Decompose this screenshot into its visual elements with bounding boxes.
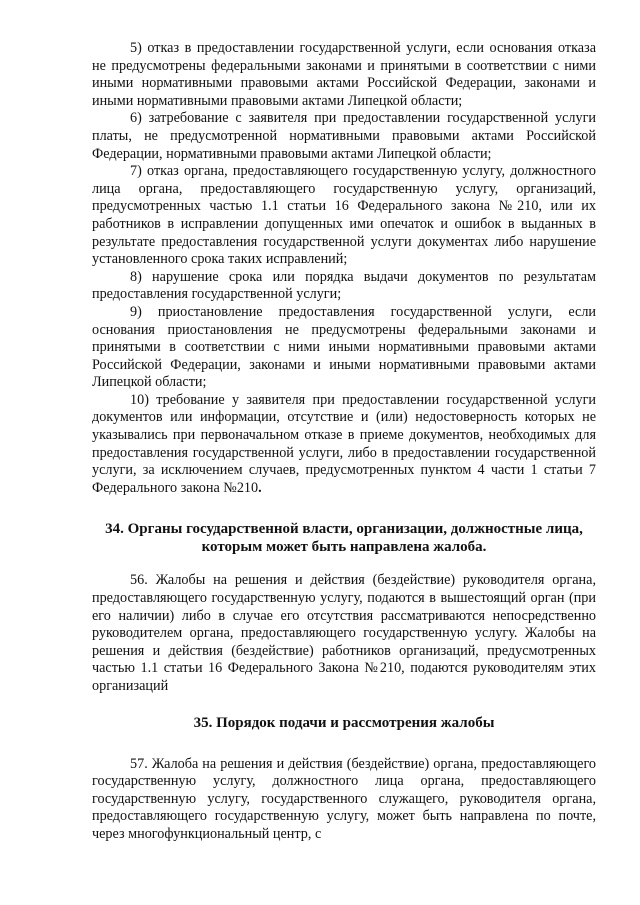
list-item-10 (92, 392, 596, 498)
document-page (92, 40, 596, 844)
section-34-heading (92, 520, 596, 556)
list-item-8: 8) нарушение срока или порядка выдачи документов по результатам предоставления государственной услуги; (92, 268, 596, 303)
section-34-heading-line1: 34. Органы государственной власти, организации, должностные лица, (105, 521, 583, 538)
section-34-heading-line2: которым может быть направлена жалоба. (201, 539, 487, 556)
list-item-6: 6) затребование с заявителя при предоставлении государственной услуги платы, не предусмотренной нормативными правовыми актами Российской Федерации, нормативными правовыми актами Липецкой области; (92, 110, 596, 162)
list-item-9: 9) приостановление предоставления государственной услуги, если основания приостановления не предусмотрены федеральными законами и принятыми в соответствии с ними иными нормативными правовыми актами Российской Федерации, законами и иными нормативными правовыми актами Липецкой области; (92, 303, 596, 391)
section-35-heading: 35. Порядок подачи и рассмотрения жалобы (193, 714, 495, 731)
list-item-10-period: . (258, 479, 262, 496)
paragraph-56: 56. Жалобы на решения и действия (бездействие) руководителя органа, предоставляющего государственную услугу, подаются в вышестоящий орган (при его наличии) либо в случае его отсутствия рассматриваются непосредственно руководителем органа, предоставляющего государственную услугу. Жалобы на решения и действия (бездействие) работников организаций, предусмотренных частью 1.1 статьи 16 Федерального Закона №210, подаются руководителям этих организаций (92, 572, 596, 694)
list-item-10-text: 10) требование у заявителя при предоставлении государственной услуги документов или информации, отсутствие и (или) недостоверность которых не указывались при первоначальном отказе в приеме документов, необходимых для предоставления государственной услуги, либо в предоставлении государственной услуги, за исключением случаев, предусмотренных пунктом 4 части 1 статьи 7 Федерального закона №210 (92, 391, 596, 496)
list-item-5: 5) отказ в предоставлении государственной услуги, если основания отказа не предусмотрены федеральными законами и принятыми в соответствии с ними иными нормативными правовыми актами Российской Федерации, законами и иными нормативными правовыми актами Липецкой области; (92, 40, 596, 109)
paragraph-57: 57. Жалоба на решения и действия (бездействие) органа, предоставляющего государственную услугу, должностного лица органа, предоставляющего государственную услугу, государственного служащего, руководителя органа, предоставляющего государственную услугу, может быть направлена по почте, через многофункциональный центр, с (92, 755, 596, 842)
list-item-7: 7) отказ органа, предоставляющего государственную услугу, должностного лица органа, предоставляющего государственную услугу, организаций, предусмотренных частью 1.1 статьи 16 Федерального закона №210, или их работников в исправлении допущенных ими опечаток и ошибок в выданных в результате предоставления государственной услуги документах либо нарушение установленного срока таких исправлений; (92, 163, 596, 268)
